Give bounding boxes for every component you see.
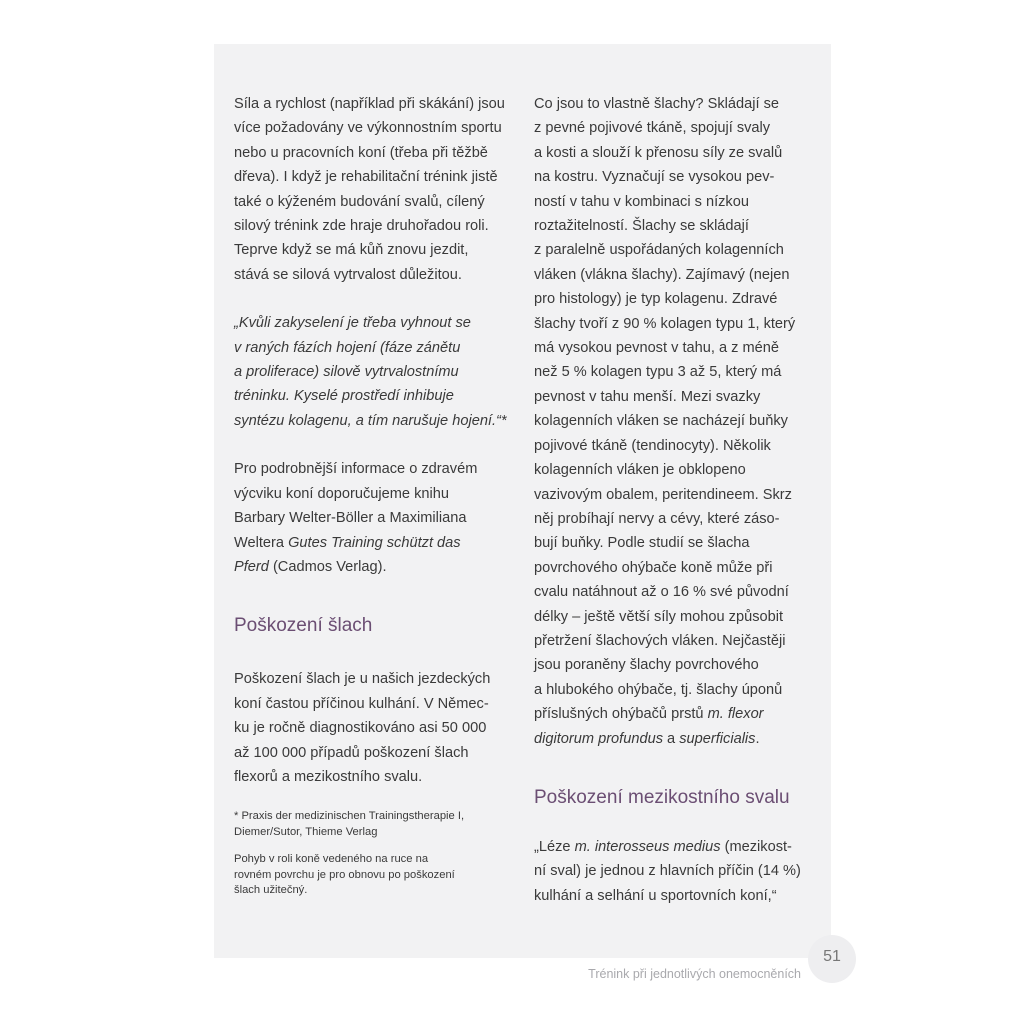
text-line: roztažitelností. Šlachy se skládají xyxy=(534,218,749,235)
caption-line: rovném povrchu je pro obnovu po poškození xyxy=(234,868,455,881)
text-line: v raných fázích hojení (fáze zánětu xyxy=(234,339,461,356)
text-line xyxy=(534,835,819,859)
right-column xyxy=(534,92,819,908)
text-line: Teprve když se má kůň znovu jezdit, xyxy=(234,242,469,259)
text-line: nebo u pracovních koní (třeba při těžbě xyxy=(234,144,488,161)
text-segment: příslušných ohýbačů prstů xyxy=(534,706,708,723)
text-line: pojivové tkáně (tendinocyty). Několik xyxy=(534,437,771,454)
right-quote xyxy=(534,835,819,908)
text-line: Síla a rychlost (například při skákání) jsou xyxy=(234,96,505,112)
text-line: něj probíhají nervy a cévy, které záso- xyxy=(534,510,780,527)
text-line: kolagenních vláken je obklopeno xyxy=(534,462,746,479)
text-line: až 100 000 případů poškození šlach xyxy=(234,744,469,761)
text-line: kolagenních vláken se nacházejí buňky xyxy=(534,413,788,430)
text-line: pro histology) je typ kolagenu. Zdravé xyxy=(534,291,778,308)
text-line: Pro podrobnější informace o zdravém xyxy=(234,461,478,478)
caption-line: Pohyb v roli koně vedeného na ruce na xyxy=(234,853,429,866)
latin-term-italic: m. flexor xyxy=(707,706,764,723)
image-caption xyxy=(234,852,524,899)
text-line: má vysokou pevnost v tahu, a z méně xyxy=(534,340,779,357)
footnote-line: * Praxis der medizinischen Trainingstherapie I, xyxy=(234,810,465,823)
text-line xyxy=(234,555,524,579)
text-line: a kosti a slouží k přenosu síly ze svalů xyxy=(534,144,783,161)
text-segment: (mezikost- xyxy=(720,838,792,855)
text-line: přetržení šlachových vláken. Nejčastěji xyxy=(534,632,786,649)
left-paragraph-1 xyxy=(234,92,524,287)
right-paragraph-1 xyxy=(534,92,819,751)
text-line: dřeva). I když je rehabilitační trénink jistě xyxy=(234,169,498,186)
text-line: tréninku. Kyselé prostředí inhibuje xyxy=(234,388,454,405)
text-line: syntézu kolagenu, a tím narušuje hojení.“* xyxy=(234,412,507,429)
text-line xyxy=(234,531,524,555)
text-line: Poškození šlach je u našich jezdeckých xyxy=(234,671,491,688)
text-line: než 5 % kolagen typu 3 až 5, který má xyxy=(534,364,782,381)
footnote xyxy=(234,809,524,840)
text-segment: . xyxy=(755,730,760,747)
text-line: a hlubokého ohýbače, tj. šlachy úponů xyxy=(534,681,783,698)
running-footer-title: Trénink při jednotlivých onemocněních xyxy=(588,967,801,981)
text-line: „Kvůli zakyselení je třeba vyhnout se xyxy=(234,315,471,332)
text-line: pevnost v tahu menší. Mezi svazky xyxy=(534,388,761,405)
text-line: silový trénink zde hraje druhořadou roli. xyxy=(234,218,489,235)
text-line xyxy=(534,727,819,751)
section-heading-interosseus: Poškození mezikostního svalu xyxy=(534,786,790,808)
text-line: stává se silová vytrvalost důležitou. xyxy=(234,266,462,283)
text-line: délky – ještě větší síly mohou způsobit xyxy=(534,608,784,625)
text-line: jsou poraněny šlachy povrchového xyxy=(534,657,759,674)
book-title-italic: Pferd xyxy=(234,558,269,575)
text-line: ní sval) je jednou z hlavních příčin (14 %) xyxy=(534,863,801,880)
left-paragraph-3 xyxy=(234,667,524,789)
text-line: cvalu natáhnout až o 16 % své původní xyxy=(534,584,789,601)
text-line: vazivovým obalem, peritendineem. Skrz xyxy=(534,486,792,503)
page-number: 51 xyxy=(823,948,841,965)
text-line: vláken (vlákna šlachy). Zajímavý (nejen xyxy=(534,266,790,283)
text-line: ností v tahu v kombinaci s nízkou xyxy=(534,193,749,210)
latin-term-italic: superficialis xyxy=(679,730,756,747)
text-line: flexorů a mezikostního svalu. xyxy=(234,768,423,785)
left-paragraph-2 xyxy=(234,457,524,579)
text-segment: (Cadmos Verlag). xyxy=(268,558,387,575)
text-segment: Weltera xyxy=(234,534,289,551)
text-line: výcviku koní doporučujeme knihu xyxy=(234,485,449,502)
text-line: na kostru. Vyznačují se vysokou pev- xyxy=(534,169,775,186)
text-segment: „Léze xyxy=(534,838,575,855)
text-line: z paralelně uspořádaných kolagenních xyxy=(534,242,784,259)
left-column xyxy=(234,92,524,899)
text-line: více požadovány ve výkonnostním sportu xyxy=(234,120,502,137)
latin-term-italic: m. interosseus medius xyxy=(574,838,721,855)
text-line: ku je ročně diagnostikováno asi 50 000 xyxy=(234,720,487,737)
text-line: Barbary Welter-Böller a Maximiliana xyxy=(234,510,467,527)
footnote-line: Diemer/Sutor, Thieme Verlag xyxy=(234,825,378,838)
latin-term-italic: digitorum profundus xyxy=(534,730,663,747)
text-segment: a xyxy=(663,730,680,747)
text-line: také o kýženém budování svalů, cílený xyxy=(234,193,485,210)
left-quote xyxy=(234,311,524,433)
section-heading-tendons: Poškození šlach xyxy=(234,615,373,637)
text-line: povrchového ohýbače koně může při xyxy=(534,559,773,576)
text-line: šlachy tvoří z 90 % kolagen typu 1, který xyxy=(534,315,796,332)
book-title-italic: Gutes Training schützt das xyxy=(288,534,461,551)
text-line: Co jsou to vlastně šlachy? Skládají se xyxy=(534,96,779,112)
text-line: bují buňky. Podle studií se šlacha xyxy=(534,535,750,552)
caption-line: šlach užitečný. xyxy=(234,884,308,897)
text-line: kulhání a selhání u sportovních koní,“ xyxy=(534,887,777,904)
text-line: koní častou příčinou kulhání. V Němec- xyxy=(234,695,489,712)
text-line xyxy=(534,702,819,726)
text-line: a proliferace) silově vytrvalostnímu xyxy=(234,364,459,381)
text-line: z pevné pojivové tkáně, spojují svaly xyxy=(534,120,771,137)
